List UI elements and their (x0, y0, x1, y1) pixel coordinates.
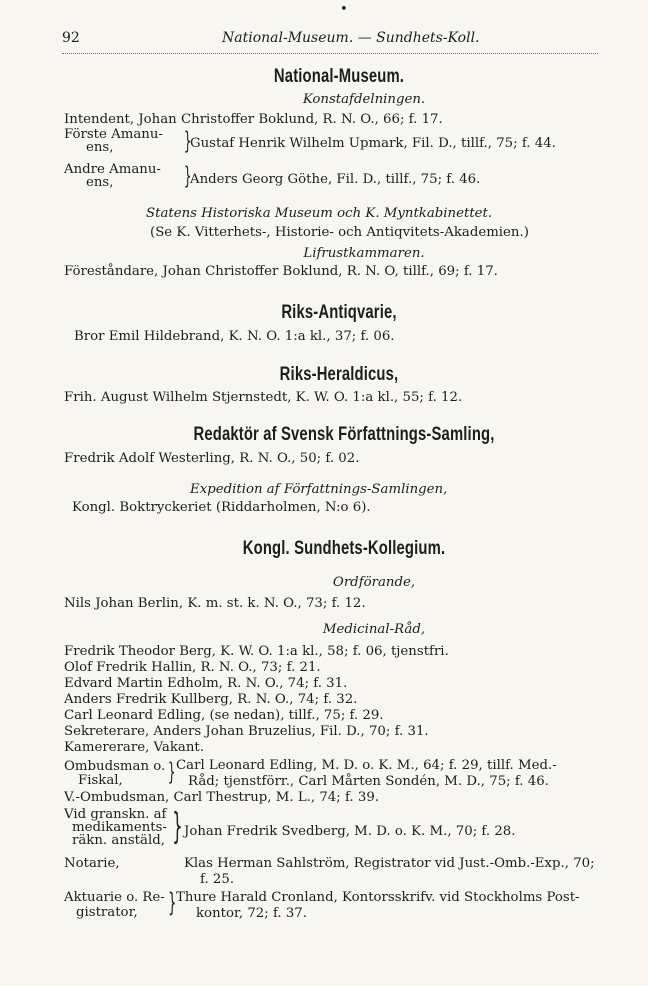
running-title: National-Museum. — Sundhets-Koll. (222, 30, 480, 46)
entry-aktuarie-2: kontor, 72; f. 37. (196, 906, 307, 921)
entry-riks-heraldicus: Frih. August Wilhelm Stjernstedt, K. W. O. 1:a kl., 55; f. 12. (64, 390, 463, 405)
entry-redaktor: Fredrik Adolf Westerling, R. N. O., 50; f. 02. (64, 451, 360, 466)
entry-notarie-2: f. 25. (200, 872, 235, 887)
label-andre-amanuens: Andre Amanu- ens, (64, 162, 161, 190)
printer-mark: • (340, 2, 348, 17)
header-rule (62, 53, 598, 54)
entry-vid-granskning: Johan Fredrik Svedberg, M. D. o. K. M., 70; f. 28. (184, 824, 516, 839)
heading-redaktor: Redaktör af Svensk Författnings-Samling, (193, 424, 495, 445)
heading-national-museum: National-Museum. (273, 66, 405, 87)
entry-kamererare: Kamererare, Vakant. (64, 740, 204, 755)
subheading-lifrustkammaren: Lifrustkammaren. (303, 246, 425, 261)
entry-rad-4: Carl Leonard Edling, (se nedan), tillf., 75; f. 29. (64, 708, 384, 723)
entry-ombudsman-1: Carl Leonard Edling, M. D. o. K. M., 64; f. 29, tillf. Med.- (176, 758, 557, 773)
heading-expedition: Expedition af Författnings-Samlingen, (190, 482, 448, 497)
heading-sundhets-kollegium: Kongl. Sundhets-Kollegium. (242, 538, 446, 559)
entry-forste-amanuens: Gustaf Henrik Wilhelm Upmark, Fil. D., tillf., 75; f. 44. (190, 136, 556, 151)
entry-ordforande: Nils Johan Berlin, K. m. st. k. N. O., 73; f. 12. (64, 596, 366, 611)
entry-forestandare: Föreståndare, Johan Christoffer Boklund, R. N. O, tillf., 69; f. 17. (64, 264, 498, 279)
brace-andre: } (183, 162, 192, 190)
subheading-konstafdelningen: Konstafdelningen. (302, 92, 426, 107)
brace-aktuarie: } (168, 888, 177, 918)
entry-aktuarie-1: Thure Harald Cronland, Kontorsskrifv. vid Stockholms Post- (176, 890, 580, 905)
heading-riks-heraldicus: Riks-Heraldicus, (279, 364, 399, 385)
brace-ombudsman: } (167, 758, 176, 786)
entry-sekreterare: Sekreterare, Anders Johan Bruzelius, Fil. D., 70; f. 31. (64, 724, 429, 739)
entry-rad-0: Fredrik Theodor Berg, K. W. O. 1:a kl., 58; f. 06, tjenstfri. (64, 644, 449, 659)
entry-rad-3: Anders Fredrik Kullberg, R. N. O., 74; f. 32. (64, 692, 358, 707)
label-aktuarie: Aktuarie o. Re- gistrator, (64, 890, 165, 920)
entry-intendent: Intendent, Johan Christoffer Boklund, R. N. O., 66; f. 17. (64, 112, 443, 127)
brace-vid-granskning: } (172, 806, 183, 847)
entry-andre-amanuens: Anders Georg Göthe, Fil. D., tillf., 75; f. 46. (190, 172, 481, 187)
label-vid-granskning: Vid granskn. af medikaments- räkn. anstäld, (64, 807, 167, 848)
brace-forste: } (183, 127, 192, 155)
heading-statens-historiska: Statens Historiska Museum och K. Myntkabinettet. (146, 206, 493, 221)
label-ombudsman: Ombudsman o. Fiskal, (64, 759, 166, 788)
entry-notarie-1: Klas Herman Sahlström, Registrator vid Just.-Omb.-Exp., 70; (184, 856, 595, 871)
label-forste-amanuens: Förste Amanu- ens, (64, 127, 163, 155)
subheading-medicinal-rad: Medicinal-Råd, (322, 622, 426, 637)
note-se-akademien: (Se K. Vitterhets-, Historie- och Antiqvitets-Akademien.) (150, 225, 529, 240)
subheading-ordforande: Ordförande, (332, 575, 416, 590)
entry-rad-2: Edvard Martin Edholm, R. N. O., 74; f. 31. (64, 676, 348, 691)
entry-expedition: Kongl. Boktryckeriet (Riddarholmen, N:o 6). (72, 500, 371, 515)
entry-vice-ombudsman: V.-Ombudsman, Carl Thestrup, M. L., 74; f. 39. (64, 790, 380, 805)
entry-riks-antiqvarie: Bror Emil Hildebrand, K. N. O. 1:a kl., 37; f. 06. (74, 329, 395, 344)
label-notarie: Notarie, (64, 856, 120, 871)
heading-riks-antiqvarie: Riks-Antiqvarie, (281, 302, 397, 323)
entry-rad-1: Olof Fredrik Hallin, R. N. O., 73; f. 21. (64, 660, 321, 675)
page-number: 92 (62, 30, 80, 46)
running-head (62, 30, 598, 50)
entry-ombudsman-2: Råd; tjenstförr., Carl Mårten Sondén, M. D., 75; f. 46. (188, 774, 549, 789)
